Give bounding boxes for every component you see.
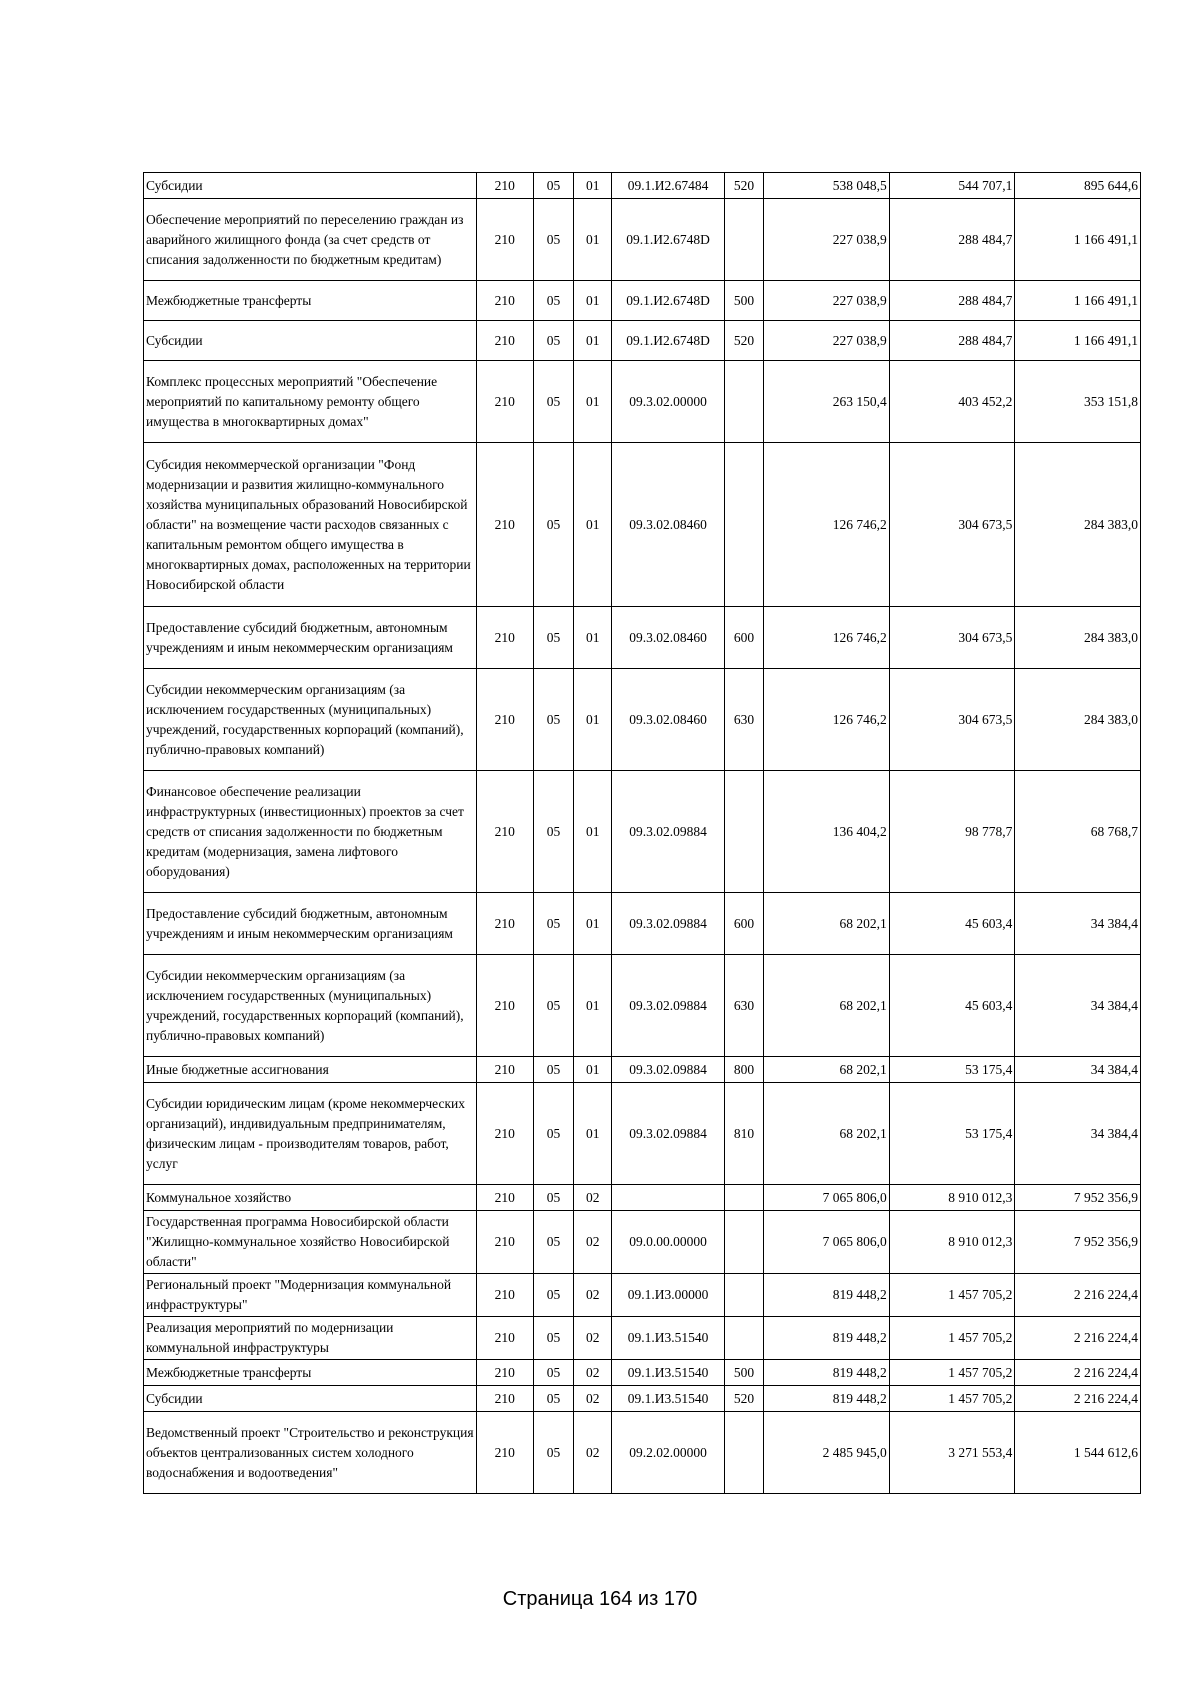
row-name: Иные бюджетные ассигнования bbox=[144, 1057, 477, 1083]
row-pr: 01 bbox=[574, 281, 612, 321]
row-name: Субсидии некоммерческим организациям (за исключением государственных (муниципальных) учреждений, государственных корпораций (компаний), публично-правовых компаний) bbox=[144, 669, 477, 771]
row-ved: 210 bbox=[476, 893, 533, 955]
row-name: Предоставление субсидий бюджетным, автономным учреждениям и иным некоммерческим организациям bbox=[144, 607, 477, 669]
row-pr: 02 bbox=[574, 1274, 612, 1317]
table-row bbox=[144, 1057, 1141, 1083]
table-row bbox=[144, 955, 1141, 1057]
row-amount-year3: 1 544 612,6 bbox=[1015, 1412, 1141, 1494]
row-amount-year2: 8 910 012,3 bbox=[889, 1211, 1015, 1274]
row-csr: 09.1.И3.51540 bbox=[612, 1386, 725, 1412]
row-csr: 09.3.02.09884 bbox=[612, 893, 725, 955]
row-ved: 210 bbox=[476, 321, 533, 361]
row-rz: 05 bbox=[533, 1317, 573, 1360]
row-amount-year1: 538 048,5 bbox=[764, 173, 890, 199]
row-name: Субсидии юридическим лицам (кроме некоммерческих организаций), индивидуальным предпринимателям, физическим лицам - производителям товаров, работ, услуг bbox=[144, 1083, 477, 1185]
row-amount-year3: 284 383,0 bbox=[1015, 443, 1141, 607]
row-pr: 01 bbox=[574, 1057, 612, 1083]
row-amount-year1: 819 448,2 bbox=[764, 1386, 890, 1412]
row-pr: 02 bbox=[574, 1185, 612, 1211]
row-vr: 630 bbox=[724, 669, 763, 771]
row-name: Региональный проект "Модернизация коммунальной инфраструктуры" bbox=[144, 1274, 477, 1317]
row-rz: 05 bbox=[533, 1386, 573, 1412]
row-amount-year1: 819 448,2 bbox=[764, 1360, 890, 1386]
row-csr: 09.1.И3.51540 bbox=[612, 1317, 725, 1360]
row-amount-year1: 126 746,2 bbox=[764, 669, 890, 771]
row-amount-year3: 284 383,0 bbox=[1015, 669, 1141, 771]
row-rz: 05 bbox=[533, 1057, 573, 1083]
table-row bbox=[144, 1211, 1141, 1274]
row-rz: 05 bbox=[533, 281, 573, 321]
row-name: Субсидия некоммерческой организации "Фонд модернизации и развития жилищно-коммунального хозяйства муниципальных образований Новосибирской области" на возмещение части расходов связанных с капитальным ремонтом общего имущества в многоквартирных домах, расположенных на территории Новосибирской области bbox=[144, 443, 477, 607]
row-amount-year3: 7 952 356,9 bbox=[1015, 1211, 1141, 1274]
row-vr bbox=[724, 771, 763, 893]
row-amount-year2: 53 175,4 bbox=[889, 1083, 1015, 1185]
row-amount-year1: 263 150,4 bbox=[764, 361, 890, 443]
row-vr bbox=[724, 1185, 763, 1211]
row-name: Межбюджетные трансферты bbox=[144, 1360, 477, 1386]
row-csr: 09.3.02.00000 bbox=[612, 361, 725, 443]
row-csr: 09.3.02.09884 bbox=[612, 955, 725, 1057]
row-pr: 01 bbox=[574, 771, 612, 893]
row-vr bbox=[724, 443, 763, 607]
row-csr bbox=[612, 1185, 725, 1211]
row-ved: 210 bbox=[476, 1083, 533, 1185]
row-amount-year2: 403 452,2 bbox=[889, 361, 1015, 443]
row-amount-year2: 288 484,7 bbox=[889, 199, 1015, 281]
row-csr: 09.0.00.00000 bbox=[612, 1211, 725, 1274]
row-amount-year1: 68 202,1 bbox=[764, 955, 890, 1057]
row-vr: 520 bbox=[724, 321, 763, 361]
row-rz: 05 bbox=[533, 1083, 573, 1185]
row-amount-year1: 227 038,9 bbox=[764, 321, 890, 361]
row-pr: 02 bbox=[574, 1360, 612, 1386]
budget-table bbox=[143, 172, 1141, 1494]
row-pr: 02 bbox=[574, 1211, 612, 1274]
row-ved: 210 bbox=[476, 1360, 533, 1386]
row-rz: 05 bbox=[533, 199, 573, 281]
row-vr bbox=[724, 1412, 763, 1494]
row-amount-year3: 284 383,0 bbox=[1015, 607, 1141, 669]
row-csr: 09.1.И2.6748D bbox=[612, 199, 725, 281]
row-amount-year2: 544 707,1 bbox=[889, 173, 1015, 199]
row-amount-year2: 1 457 705,2 bbox=[889, 1360, 1015, 1386]
row-amount-year1: 7 065 806,0 bbox=[764, 1211, 890, 1274]
table-row bbox=[144, 1386, 1141, 1412]
table-row bbox=[144, 1317, 1141, 1360]
row-pr: 01 bbox=[574, 669, 612, 771]
row-pr: 01 bbox=[574, 607, 612, 669]
row-rz: 05 bbox=[533, 955, 573, 1057]
row-pr: 01 bbox=[574, 321, 612, 361]
row-amount-year3: 895 644,6 bbox=[1015, 173, 1141, 199]
row-csr: 09.3.02.09884 bbox=[612, 1057, 725, 1083]
row-rz: 05 bbox=[533, 361, 573, 443]
row-vr bbox=[724, 1274, 763, 1317]
row-pr: 02 bbox=[574, 1412, 612, 1494]
row-name: Субсидии некоммерческим организациям (за исключением государственных (муниципальных) учреждений, государственных корпораций (компаний), публично-правовых компаний) bbox=[144, 955, 477, 1057]
row-ved: 210 bbox=[476, 1211, 533, 1274]
row-rz: 05 bbox=[533, 173, 573, 199]
row-name: Обеспечение мероприятий по переселению граждан из аварийного жилищного фонда (за счет средств от списания задолженности по бюджетным кредитам) bbox=[144, 199, 477, 281]
row-pr: 02 bbox=[574, 1317, 612, 1360]
row-name: Субсидии bbox=[144, 173, 477, 199]
row-amount-year2: 1 457 705,2 bbox=[889, 1386, 1015, 1412]
table-row bbox=[144, 443, 1141, 607]
row-pr: 01 bbox=[574, 893, 612, 955]
row-amount-year3: 68 768,7 bbox=[1015, 771, 1141, 893]
row-amount-year3: 1 166 491,1 bbox=[1015, 199, 1141, 281]
row-vr: 520 bbox=[724, 173, 763, 199]
row-csr: 09.3.02.09884 bbox=[612, 771, 725, 893]
row-ved: 210 bbox=[476, 1185, 533, 1211]
row-amount-year1: 2 485 945,0 bbox=[764, 1412, 890, 1494]
row-rz: 05 bbox=[533, 771, 573, 893]
row-pr: 01 bbox=[574, 1083, 612, 1185]
row-rz: 05 bbox=[533, 893, 573, 955]
row-ved: 210 bbox=[476, 669, 533, 771]
row-ved: 210 bbox=[476, 443, 533, 607]
row-amount-year3: 1 166 491,1 bbox=[1015, 281, 1141, 321]
row-amount-year1: 126 746,2 bbox=[764, 607, 890, 669]
row-amount-year3: 2 216 224,4 bbox=[1015, 1386, 1141, 1412]
row-ved: 210 bbox=[476, 1386, 533, 1412]
row-ved: 210 bbox=[476, 955, 533, 1057]
row-csr: 09.3.02.08460 bbox=[612, 443, 725, 607]
row-pr: 01 bbox=[574, 443, 612, 607]
row-ved: 210 bbox=[476, 361, 533, 443]
row-rz: 05 bbox=[533, 607, 573, 669]
row-vr: 810 bbox=[724, 1083, 763, 1185]
row-amount-year3: 2 216 224,4 bbox=[1015, 1274, 1141, 1317]
row-amount-year2: 8 910 012,3 bbox=[889, 1185, 1015, 1211]
row-vr: 630 bbox=[724, 955, 763, 1057]
row-csr: 09.2.02.00000 bbox=[612, 1412, 725, 1494]
row-pr: 01 bbox=[574, 173, 612, 199]
row-ved: 210 bbox=[476, 1274, 533, 1317]
row-csr: 09.1.И3.51540 bbox=[612, 1360, 725, 1386]
row-ved: 210 bbox=[476, 607, 533, 669]
row-csr: 09.3.02.08460 bbox=[612, 607, 725, 669]
row-amount-year1: 136 404,2 bbox=[764, 771, 890, 893]
row-name: Финансовое обеспечение реализации инфраструктурных (инвестиционных) проектов за счет средств от списания задолженности по бюджетным кредитам (модернизация, замена лифтового оборудования) bbox=[144, 771, 477, 893]
table-row bbox=[144, 893, 1141, 955]
row-amount-year1: 819 448,2 bbox=[764, 1317, 890, 1360]
row-csr: 09.3.02.09884 bbox=[612, 1083, 725, 1185]
row-csr: 09.1.И2.6748D bbox=[612, 321, 725, 361]
table-row bbox=[144, 1083, 1141, 1185]
row-amount-year3: 34 384,4 bbox=[1015, 893, 1141, 955]
row-amount-year3: 34 384,4 bbox=[1015, 1083, 1141, 1185]
row-amount-year3: 1 166 491,1 bbox=[1015, 321, 1141, 361]
row-name: Комплекс процессных мероприятий "Обеспечение мероприятий по капитальному ремонту общего имущества в многоквартирных домах" bbox=[144, 361, 477, 443]
row-amount-year3: 2 216 224,4 bbox=[1015, 1317, 1141, 1360]
row-name: Субсидии bbox=[144, 321, 477, 361]
row-amount-year2: 45 603,4 bbox=[889, 893, 1015, 955]
row-amount-year1: 227 038,9 bbox=[764, 281, 890, 321]
row-amount-year1: 819 448,2 bbox=[764, 1274, 890, 1317]
row-amount-year2: 288 484,7 bbox=[889, 281, 1015, 321]
row-name: Государственная программа Новосибирской области "Жилищно-коммунальное хозяйство Новосибирской области" bbox=[144, 1211, 477, 1274]
row-rz: 05 bbox=[533, 321, 573, 361]
table-row bbox=[144, 321, 1141, 361]
row-vr bbox=[724, 199, 763, 281]
row-pr: 01 bbox=[574, 955, 612, 1057]
row-name: Коммунальное хозяйство bbox=[144, 1185, 477, 1211]
row-name: Предоставление субсидий бюджетным, автономным учреждениям и иным некоммерческим организациям bbox=[144, 893, 477, 955]
row-amount-year3: 34 384,4 bbox=[1015, 955, 1141, 1057]
row-rz: 05 bbox=[533, 443, 573, 607]
table-row bbox=[144, 1360, 1141, 1386]
row-ved: 210 bbox=[476, 281, 533, 321]
row-amount-year2: 304 673,5 bbox=[889, 669, 1015, 771]
row-rz: 05 bbox=[533, 1360, 573, 1386]
row-name: Субсидии bbox=[144, 1386, 477, 1412]
row-vr bbox=[724, 361, 763, 443]
row-ved: 210 bbox=[476, 1317, 533, 1360]
row-rz: 05 bbox=[533, 1274, 573, 1317]
row-amount-year2: 45 603,4 bbox=[889, 955, 1015, 1057]
row-csr: 09.1.И2.6748D bbox=[612, 281, 725, 321]
row-amount-year2: 3 271 553,4 bbox=[889, 1412, 1015, 1494]
row-vr: 520 bbox=[724, 1386, 763, 1412]
table-row bbox=[144, 1185, 1141, 1211]
row-vr bbox=[724, 1317, 763, 1360]
row-amount-year2: 1 457 705,2 bbox=[889, 1317, 1015, 1360]
table-body bbox=[144, 173, 1141, 1494]
row-ved: 210 bbox=[476, 1057, 533, 1083]
row-amount-year2: 304 673,5 bbox=[889, 443, 1015, 607]
row-rz: 05 bbox=[533, 1211, 573, 1274]
row-amount-year1: 7 065 806,0 bbox=[764, 1185, 890, 1211]
row-vr: 800 bbox=[724, 1057, 763, 1083]
row-rz: 05 bbox=[533, 1412, 573, 1494]
row-csr: 09.3.02.08460 bbox=[612, 669, 725, 771]
row-name: Реализация мероприятий по модернизации коммунальной инфраструктуры bbox=[144, 1317, 477, 1360]
table-row bbox=[144, 173, 1141, 199]
row-vr: 600 bbox=[724, 607, 763, 669]
row-rz: 05 bbox=[533, 669, 573, 771]
row-csr: 09.1.И2.67484 bbox=[612, 173, 725, 199]
row-amount-year3: 34 384,4 bbox=[1015, 1057, 1141, 1083]
row-amount-year3: 2 216 224,4 bbox=[1015, 1360, 1141, 1386]
table-row bbox=[144, 1412, 1141, 1494]
row-amount-year1: 68 202,1 bbox=[764, 1057, 890, 1083]
row-amount-year2: 1 457 705,2 bbox=[889, 1274, 1015, 1317]
table-row bbox=[144, 669, 1141, 771]
row-ved: 210 bbox=[476, 199, 533, 281]
row-amount-year2: 98 778,7 bbox=[889, 771, 1015, 893]
row-vr bbox=[724, 1211, 763, 1274]
row-amount-year3: 7 952 356,9 bbox=[1015, 1185, 1141, 1211]
row-vr: 500 bbox=[724, 281, 763, 321]
row-name: Ведомственный проект "Строительство и реконструкция объектов централизованных систем холодного водоснабжения и водоотведения" bbox=[144, 1412, 477, 1494]
row-ved: 210 bbox=[476, 771, 533, 893]
row-vr: 600 bbox=[724, 893, 763, 955]
row-amount-year1: 68 202,1 bbox=[764, 893, 890, 955]
table-row bbox=[144, 771, 1141, 893]
row-amount-year2: 304 673,5 bbox=[889, 607, 1015, 669]
table-row bbox=[144, 281, 1141, 321]
row-ved: 210 bbox=[476, 1412, 533, 1494]
table-row bbox=[144, 607, 1141, 669]
row-pr: 02 bbox=[574, 1386, 612, 1412]
row-pr: 01 bbox=[574, 361, 612, 443]
row-csr: 09.1.И3.00000 bbox=[612, 1274, 725, 1317]
table-row bbox=[144, 361, 1141, 443]
row-ved: 210 bbox=[476, 173, 533, 199]
row-amount-year2: 288 484,7 bbox=[889, 321, 1015, 361]
table-row bbox=[144, 199, 1141, 281]
row-amount-year1: 68 202,1 bbox=[764, 1083, 890, 1185]
row-amount-year1: 126 746,2 bbox=[764, 443, 890, 607]
table-row bbox=[144, 1274, 1141, 1317]
page-number: Страница 164 из 170 bbox=[502, 1588, 698, 1610]
row-vr: 500 bbox=[724, 1360, 763, 1386]
row-name: Межбюджетные трансферты bbox=[144, 281, 477, 321]
row-amount-year2: 53 175,4 bbox=[889, 1057, 1015, 1083]
row-rz: 05 bbox=[533, 1185, 573, 1211]
row-pr: 01 bbox=[574, 199, 612, 281]
row-amount-year1: 227 038,9 bbox=[764, 199, 890, 281]
row-amount-year3: 353 151,8 bbox=[1015, 361, 1141, 443]
